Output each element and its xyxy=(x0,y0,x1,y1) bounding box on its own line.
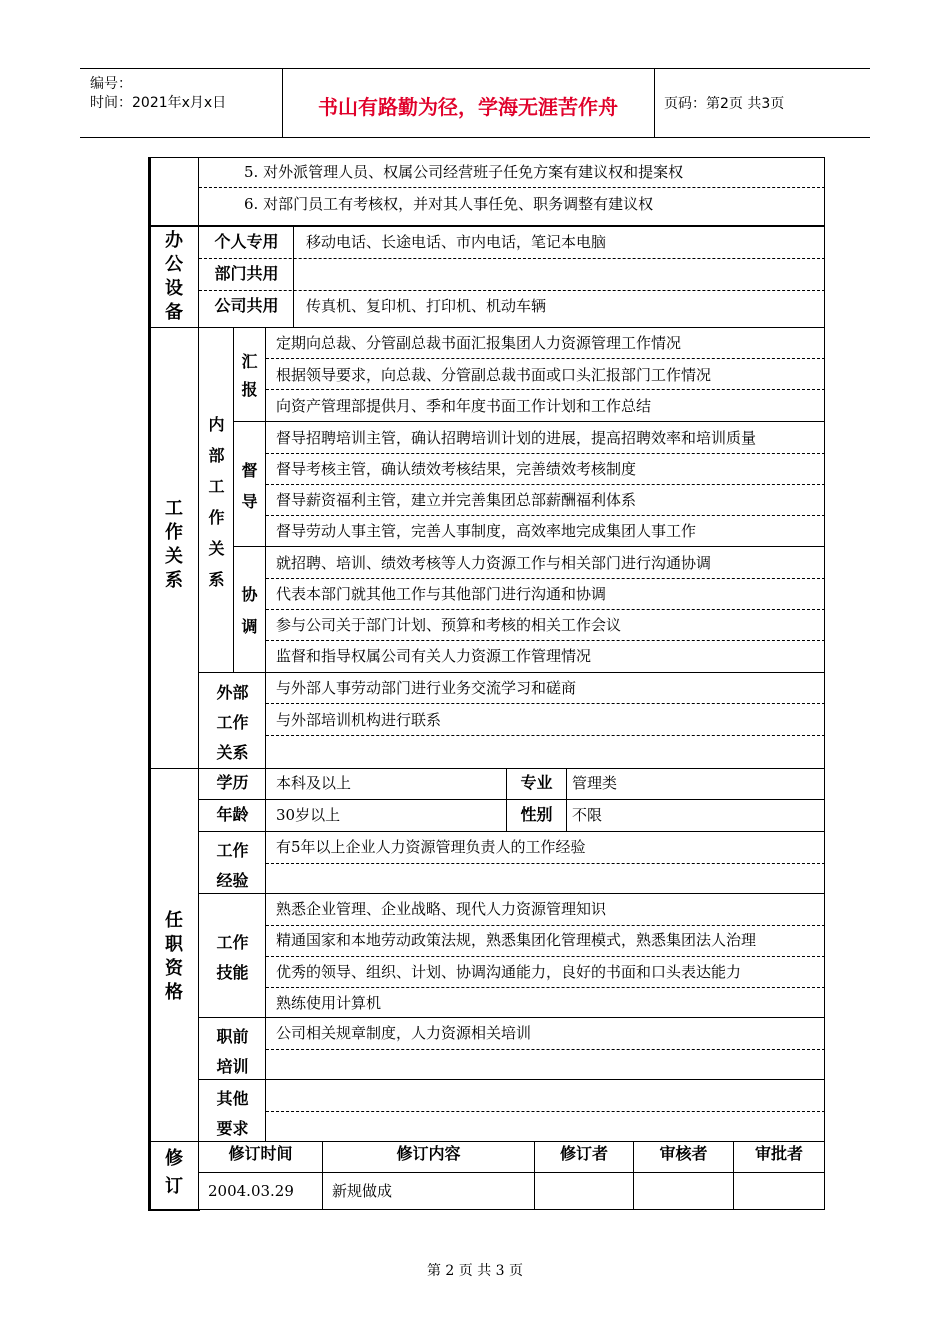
education-value: 本科及以上 xyxy=(276,774,352,792)
major-value: 管理类 xyxy=(572,774,618,792)
gender-value: 不限 xyxy=(572,806,603,824)
header-meta xyxy=(80,69,283,137)
skill-item: 熟悉企业管理、企业战略、现代人力资源管理知识 xyxy=(276,900,607,918)
group-label-coordinate: 协 调 xyxy=(241,585,258,636)
section-qualifications: 任 职 资 格 xyxy=(165,910,183,1003)
group-label-report: 汇 报 xyxy=(241,352,258,399)
training-label: 职前 培训 xyxy=(216,1027,249,1076)
authority-item: 6. 对部门员工有考核权，并对其人事任免、职务调整有建议权 xyxy=(244,195,654,213)
revision-date: 2004.03.29 xyxy=(208,1182,294,1200)
page-info: 页码：第2页 共3页 xyxy=(664,96,785,112)
header-motto-cell xyxy=(282,69,655,137)
document-number: 编号： xyxy=(90,76,132,92)
revision-header-reviewer: 审核者 xyxy=(659,1144,708,1163)
header-page-cell xyxy=(654,69,870,137)
internal-relations-label: 内 部 工 作 关 系 xyxy=(208,415,225,589)
equipment-label-company: 公司共用 xyxy=(214,296,279,315)
coordinate-item: 监督和指导权属公司有关人力资源工作管理情况 xyxy=(276,647,592,665)
coordinate-item: 参与公司关于部门计划、预算和考核的相关工作会议 xyxy=(276,616,622,634)
experience-label: 工作 经验 xyxy=(216,841,249,890)
supervise-item: 督导招聘培训主管，确认招聘培训计划的进展，提高招聘效率和培训质量 xyxy=(276,429,757,447)
equipment-value-company: 传真机、复印机、打印机、机动车辆 xyxy=(306,297,547,315)
supervise-item: 督导考核主管，确认绩效考核结果，完善绩效考核制度 xyxy=(276,460,637,478)
document-time: 时间：2021年x月x日 xyxy=(90,95,227,111)
section-work-relations: 工 作 关 系 xyxy=(165,498,183,591)
supervise-item: 督导薪资福利主管，建立并完善集团总部薪酬福利体系 xyxy=(276,491,637,509)
equipment-value-personal: 移动电话、长途电话、市内电话，笔记本电脑 xyxy=(306,233,607,251)
major-label: 专业 xyxy=(520,773,553,792)
gender-label: 性别 xyxy=(520,805,553,824)
section-office-equipment: 办 公 设 备 xyxy=(165,230,183,323)
revision-header-time: 修订时间 xyxy=(228,1144,293,1163)
supervise-item: 督导劳动人事主管，完善人事制度，高效率地完成集团人事工作 xyxy=(276,522,697,540)
training-value: 公司相关规章制度，人力资源相关培训 xyxy=(276,1024,532,1042)
age-label: 年龄 xyxy=(216,805,249,824)
external-item: 与外部培训机构进行联系 xyxy=(276,711,442,729)
section-revision: 修 订 xyxy=(165,1148,183,1197)
coordinate-item: 就招聘、培训、绩效考核等人力资源工作与相关部门进行沟通协调 xyxy=(276,554,712,572)
revision-header-approver: 审批者 xyxy=(754,1144,803,1163)
skill-item: 优秀的领导、组织、计划、协调沟通能力，良好的书面和口头表达能力 xyxy=(276,963,742,981)
revision-content: 新规做成 xyxy=(332,1182,393,1200)
job-description-table xyxy=(148,157,825,1210)
revision-header-reviser: 修订者 xyxy=(559,1144,608,1163)
education-label: 学历 xyxy=(216,773,249,792)
external-item: 与外部人事劳动部门进行业务交流学习和磋商 xyxy=(276,679,577,697)
skills-label: 工作 技能 xyxy=(216,933,249,982)
experience-value: 有5年以上企业人力资源管理负责人的工作经验 xyxy=(276,838,586,856)
motto: 书山有路勤为径，学海无涯苦作舟 xyxy=(318,95,618,119)
skill-item: 熟练使用计算机 xyxy=(276,994,382,1012)
report-item: 向资产管理部提供月、季和年度书面工作计划和工作总结 xyxy=(276,397,652,415)
coordinate-item: 代表本部门就其他工作与其他部门进行沟通和协调 xyxy=(276,585,607,603)
other-requirements-label: 其他 要求 xyxy=(216,1089,249,1138)
equipment-label-department: 部门共用 xyxy=(214,264,279,283)
revision-header-content: 修订内容 xyxy=(396,1144,461,1163)
authority-item: 5. 对外派管理人员、权属公司经营班子任免方案有建议权和提案权 xyxy=(244,163,684,181)
external-relations-label: 外部 工作 关系 xyxy=(216,683,249,762)
page-footer: 第 2 页 共 3 页 xyxy=(426,1263,524,1279)
group-label-supervise: 督 导 xyxy=(241,461,258,511)
skill-item: 精通国家和本地劳动政策法规，熟悉集团化管理模式，熟悉集团法人治理 xyxy=(276,931,757,949)
age-value: 30岁以上 xyxy=(276,806,341,824)
page-header xyxy=(80,68,870,138)
equipment-label-personal: 个人专用 xyxy=(214,232,279,251)
report-item: 根据领导要求，向总裁、分管副总裁书面或口头汇报部门工作情况 xyxy=(276,366,712,384)
report-item: 定期向总裁、分管副总裁书面汇报集团人力资源管理工作情况 xyxy=(276,334,682,352)
